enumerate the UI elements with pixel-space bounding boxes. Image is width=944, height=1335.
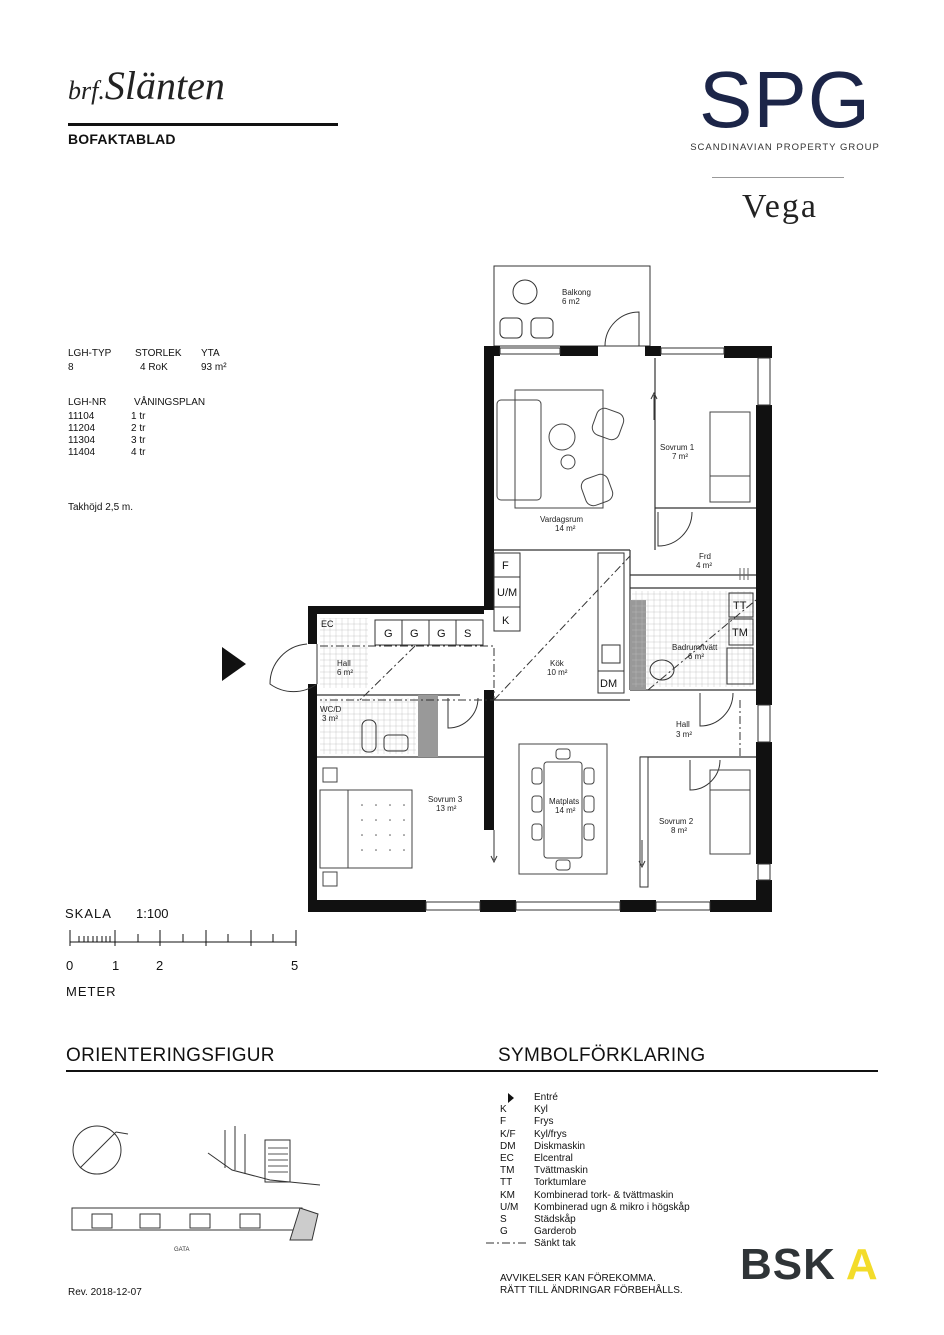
rating-grade: A bbox=[845, 1240, 879, 1289]
fixture-dishwasher-label: DM bbox=[600, 678, 618, 690]
fixture-oven-label: U/M bbox=[497, 587, 518, 599]
fixture-washer-label: TM bbox=[732, 627, 748, 639]
room-name-vardagsrum: Vardagsrum bbox=[540, 515, 583, 524]
size-header: STORLEK bbox=[135, 348, 182, 359]
side-table-icon bbox=[561, 455, 575, 469]
room-area-frd: 4 m² bbox=[696, 561, 712, 570]
ceiling-height: Takhöjd 2,5 m. bbox=[68, 502, 134, 513]
section-rule bbox=[66, 1070, 878, 1072]
balcony-table-icon bbox=[513, 280, 537, 304]
disclaimer bbox=[500, 1273, 683, 1297]
nr-header: LGH-NR bbox=[68, 397, 107, 408]
legend-row: EC Elcentral bbox=[500, 1153, 573, 1165]
scale-tick: 2 bbox=[156, 958, 164, 973]
room-area-vardagsrum: 14 m² bbox=[555, 524, 576, 533]
balcony-chair-icon bbox=[500, 318, 522, 338]
scale-tick: 0 bbox=[66, 958, 74, 973]
legend-row: KM Kombinerad tork- & tvättmaskin bbox=[500, 1189, 674, 1201]
scale-label: SKALA bbox=[65, 906, 112, 921]
fixture-ec-label: EC bbox=[321, 619, 334, 629]
room-name-sovrum2: Sovrum 2 bbox=[659, 817, 694, 826]
brand-name: Slänten bbox=[104, 63, 225, 108]
disclaimer-line: RÄTT TILL ÄNDRINGAR FÖRBEHÅLLS. bbox=[500, 1285, 683, 1296]
room-name-hall-inner: Hall bbox=[676, 720, 690, 729]
rug bbox=[515, 390, 603, 508]
building-icon bbox=[265, 1140, 290, 1182]
revision-date: Rev. 2018-12-07 bbox=[68, 1287, 142, 1298]
fixture-wardrobe-label: G bbox=[384, 628, 393, 640]
legend-row: K/F Kyl/frys bbox=[500, 1128, 567, 1140]
disclaimer-line: AVVIKELSER KAN FÖREKOMMA. bbox=[500, 1273, 656, 1284]
balcony-chair-icon bbox=[531, 318, 553, 338]
room-name-matplats: Matplats bbox=[549, 797, 580, 806]
legend-row: F Frys bbox=[500, 1116, 554, 1128]
compass-icon bbox=[73, 1126, 121, 1174]
scale-tick: 5 bbox=[291, 958, 299, 973]
double-bed-icon bbox=[320, 790, 412, 868]
unit-nr: 11204 bbox=[68, 423, 96, 434]
unit-floor: 4 tr bbox=[131, 447, 146, 458]
armchair-icon bbox=[590, 406, 626, 442]
room-area-balkong: 6 m2 bbox=[562, 297, 580, 306]
legend-row: S Städskåp bbox=[500, 1214, 576, 1226]
unit-floor: 3 tr bbox=[131, 435, 146, 446]
legend-row: Entré bbox=[534, 1092, 558, 1103]
floor-header: VÅNINGSPLAN bbox=[134, 397, 206, 408]
unit-nr: 11104 bbox=[68, 411, 95, 422]
bed-icon bbox=[710, 770, 750, 854]
fixture-wardrobe-label: G bbox=[410, 628, 419, 640]
armchair-icon bbox=[579, 472, 615, 508]
room-name-frd: Frd bbox=[699, 552, 711, 561]
room-area-hall: 6 m² bbox=[337, 668, 353, 677]
site-plan-icon bbox=[72, 1208, 302, 1230]
developer-name: SCANDINAVIAN PROPERTY GROUP bbox=[690, 142, 880, 153]
room-name-sovrum1: Sovrum 1 bbox=[660, 443, 695, 452]
scale-bar bbox=[70, 930, 296, 946]
unit-nr: 11304 bbox=[68, 435, 96, 446]
coffee-table-icon bbox=[549, 424, 575, 450]
room-area-kok: 10 m² bbox=[547, 668, 568, 677]
symbol-legend bbox=[500, 1092, 690, 1251]
rating-logo-text: BSK bbox=[740, 1240, 836, 1289]
inner-walls bbox=[317, 358, 756, 757]
room-name-wcd: WC/D bbox=[320, 705, 342, 714]
area-header: YTA bbox=[201, 348, 220, 359]
room-area-sovrum3: 13 m² bbox=[436, 804, 457, 813]
fixture-wardrobe-label: G bbox=[437, 628, 446, 640]
room-area-sovrum2: 8 m² bbox=[671, 826, 687, 835]
legend-row: Sänkt tak bbox=[534, 1238, 576, 1250]
room-name-balkong: Balkong bbox=[562, 288, 591, 297]
sofa-icon bbox=[497, 400, 541, 500]
bed-dots bbox=[361, 804, 405, 851]
room-area-sovrum1: 7 m² bbox=[672, 452, 688, 461]
legend-row: U/M Kombinerad ugn & mikro i högskåp bbox=[500, 1201, 690, 1213]
apartment-area: 93 m² bbox=[201, 362, 227, 373]
symbols-title: SYMBOLFÖRKLARING bbox=[498, 1045, 706, 1066]
entry-arrow-icon bbox=[222, 647, 246, 681]
room-area-badrum: 6 m² bbox=[688, 652, 704, 661]
legend-row: K Kyl bbox=[500, 1104, 548, 1116]
scale-tick: 1 bbox=[112, 958, 120, 973]
type-header: LGH-TYP bbox=[68, 348, 112, 359]
unit-floor: 2 tr bbox=[131, 423, 146, 434]
unit-floor: 1 tr bbox=[131, 411, 146, 422]
legend-row: G Garderob bbox=[500, 1226, 577, 1238]
unit-nr: 11404 bbox=[68, 447, 96, 458]
room-area-hall-inner: 3 m² bbox=[676, 730, 692, 739]
nightstand-icon bbox=[323, 872, 337, 886]
bed-icon bbox=[710, 412, 750, 502]
wardrobe-icon bbox=[740, 568, 748, 580]
project-name: Vega bbox=[742, 188, 818, 225]
developer-logo-mark: SPG bbox=[699, 55, 871, 144]
fixture-dryer-label: TT bbox=[733, 600, 747, 612]
room-name-hall: Hall bbox=[337, 659, 351, 668]
room-name-badrum: Badrum/tvätt bbox=[672, 643, 718, 652]
doc-title: BOFAKTABLAD bbox=[68, 131, 176, 147]
apartment-size: 4 RoK bbox=[140, 362, 168, 373]
room-name-kok: Kök bbox=[550, 659, 564, 668]
nightstand-icon bbox=[323, 768, 337, 782]
street-label: GATA bbox=[174, 1247, 190, 1253]
scale-value: 1:100 bbox=[136, 906, 169, 921]
orientation-title: ORIENTERINGSFIGUR bbox=[66, 1045, 275, 1066]
balcony-outline bbox=[494, 266, 650, 346]
balcony-door-icon bbox=[605, 312, 639, 346]
orientation-figure bbox=[72, 1126, 320, 1240]
scale-unit: METER bbox=[66, 984, 117, 999]
legend-row: DM Diskmaskin bbox=[500, 1140, 586, 1152]
fixture-freezer-label: F bbox=[502, 560, 509, 572]
room-area-wcd: 3 m² bbox=[322, 714, 338, 723]
room-area-matplats: 14 m² bbox=[555, 806, 576, 815]
legend-row: TT Torktumlare bbox=[500, 1177, 587, 1189]
apartment-type: 8 bbox=[68, 362, 74, 373]
brand-prefix: brf. bbox=[68, 76, 105, 105]
fixture-fridge-label: K bbox=[502, 615, 510, 627]
fixture-cleaning-label: S bbox=[464, 628, 472, 640]
legend-row: TM Tvättmaskin bbox=[500, 1165, 588, 1177]
rating-logo bbox=[740, 1240, 879, 1290]
room-name-sovrum3: Sovrum 3 bbox=[428, 795, 463, 804]
